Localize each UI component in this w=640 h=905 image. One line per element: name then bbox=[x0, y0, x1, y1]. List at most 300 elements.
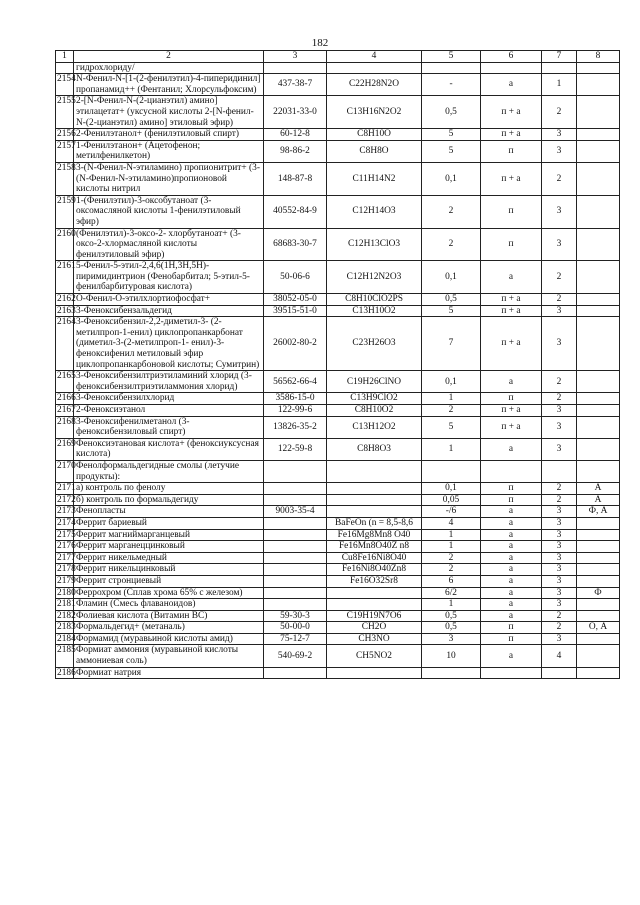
aggregate-state: п + а bbox=[481, 416, 542, 438]
chemical-formula: BaFeOn (n = 8,5-8,6 bbox=[327, 517, 422, 529]
table-row bbox=[56, 140, 620, 162]
cas-number bbox=[264, 529, 327, 541]
page-number: 182 bbox=[311, 37, 329, 49]
substance-name: Феррит стронциевый bbox=[74, 575, 264, 587]
row-number: 2176 bbox=[57, 541, 76, 552]
cas-number bbox=[264, 483, 327, 495]
special-notes bbox=[577, 317, 620, 371]
cas-number: 122-59-8 bbox=[264, 438, 327, 460]
hazard-class: 3 bbox=[542, 416, 577, 438]
chemical-formula: CH2O bbox=[327, 622, 422, 634]
aggregate-state: п + а bbox=[481, 305, 542, 317]
aggregate-state: п bbox=[481, 494, 542, 506]
limit-value: 7 bbox=[422, 317, 481, 371]
row-number: 2174 bbox=[57, 517, 76, 528]
chemical-formula: Fe16Mn8O40Z n8 bbox=[327, 541, 422, 553]
hazard-class: 4 bbox=[542, 645, 577, 667]
limit-value: 1 bbox=[422, 529, 481, 541]
cas-number: 122-99-6 bbox=[264, 405, 327, 417]
chemical-formula: C8H8O bbox=[327, 140, 422, 162]
hazard-class: 3 bbox=[542, 552, 577, 564]
limit-value: 0,5 bbox=[422, 622, 481, 634]
special-notes bbox=[577, 564, 620, 576]
row-number: 2166 bbox=[57, 393, 76, 404]
hazard-class: 3 bbox=[542, 140, 577, 162]
aggregate-state: а bbox=[481, 552, 542, 564]
row-number: 2155 bbox=[56, 96, 74, 129]
substance-name: N-Фенил-N-[1-(2-фенилэтил)-4-пиперидинил] пропанамид++ (Фентанил; Хлорсульфоксим) bbox=[74, 74, 264, 96]
aggregate-state: п + а bbox=[481, 294, 542, 306]
hazard-class bbox=[542, 460, 577, 482]
cas-number: 60-12-8 bbox=[264, 129, 327, 141]
table-row bbox=[56, 162, 620, 195]
table-row bbox=[56, 483, 620, 495]
row-number: 2167 bbox=[57, 405, 76, 415]
substance-name: Феррит марганеццинковый bbox=[74, 541, 264, 553]
substance-name: 1-Фенилэтанон+ (Ацетофенон; метилфенилкетон) bbox=[74, 140, 264, 162]
chemical-formula: C19H26ClNO bbox=[327, 371, 422, 393]
chemical-formula: CH3NO bbox=[327, 633, 422, 645]
chemical-formula: CH5NO2 bbox=[327, 645, 422, 667]
column-header: 5 bbox=[422, 51, 481, 63]
cas-number: 540-69-2 bbox=[264, 645, 327, 667]
cas-number: 22031-33-0 bbox=[264, 96, 327, 129]
row-number: 2160 bbox=[56, 228, 74, 261]
row-number: 2157 bbox=[56, 140, 74, 162]
row-number: 2163 bbox=[57, 305, 76, 316]
cas-number: 437-38-7 bbox=[264, 74, 327, 96]
hazard-class: 3 bbox=[542, 564, 577, 576]
special-notes bbox=[577, 460, 620, 482]
cas-number bbox=[264, 552, 327, 564]
aggregate-state: п bbox=[481, 228, 542, 261]
hazard-class: 3 bbox=[542, 317, 577, 371]
substance-name: Фенопласты bbox=[74, 506, 264, 518]
substance-name: 3-Феноксифенилметанол (3-феноксибензиловый спирт) bbox=[74, 416, 264, 438]
chemical-formula: C8H10O bbox=[327, 129, 422, 141]
special-notes bbox=[577, 140, 620, 162]
special-notes bbox=[577, 195, 620, 228]
row-number bbox=[56, 62, 74, 74]
table-row bbox=[56, 506, 620, 518]
special-notes bbox=[577, 552, 620, 564]
hazard-class: 3 bbox=[542, 405, 577, 417]
hazard-class: 2 bbox=[542, 371, 577, 393]
special-notes bbox=[577, 438, 620, 460]
column-header: 7 bbox=[542, 51, 577, 63]
column-header: 4 bbox=[327, 51, 422, 63]
hazard-class: 2 bbox=[542, 294, 577, 306]
limit-value: 4 bbox=[422, 517, 481, 529]
row-number: 2168 bbox=[56, 416, 74, 438]
substance-name: Феррохром (Сплав хрома 65% с железом) bbox=[74, 587, 264, 599]
hazard-class: 3 bbox=[542, 587, 577, 599]
row-number: 2159 bbox=[56, 195, 74, 228]
limit-value: 10 bbox=[422, 645, 481, 667]
special-notes bbox=[577, 371, 620, 393]
table-row bbox=[56, 564, 620, 576]
cas-number bbox=[264, 667, 327, 679]
special-notes bbox=[577, 96, 620, 129]
table-row bbox=[56, 195, 620, 228]
chemical-formula: C8H10ClO2PS bbox=[327, 294, 422, 306]
hazard-class: 2 bbox=[542, 96, 577, 129]
row-number: 2164 bbox=[56, 317, 74, 371]
special-notes bbox=[577, 305, 620, 317]
aggregate-state: п bbox=[481, 195, 542, 228]
table-row bbox=[56, 610, 620, 622]
aggregate-state bbox=[481, 62, 542, 74]
special-notes bbox=[577, 393, 620, 405]
cas-number bbox=[264, 494, 327, 506]
substance-name: Феноксиэтановая кислота+ (феноксиуксусная кислота) bbox=[74, 438, 264, 460]
table-row bbox=[56, 494, 620, 506]
substance-name: (Фенилэтил)-3-оксо-2- хлорбутаноат+ (3-оксо-2-хлормасляной кислоты фенилэтиловый эфир) bbox=[74, 228, 264, 261]
substance-name: О-Фенил-О-этилхлортиофосфат+ bbox=[74, 294, 264, 306]
table-row bbox=[56, 541, 620, 553]
table-row bbox=[56, 129, 620, 141]
limit-value bbox=[422, 460, 481, 482]
table-row bbox=[56, 305, 620, 317]
chemical-formula: C13H16N2O2 bbox=[327, 96, 422, 129]
chemical-formula: C13H12O2 bbox=[327, 416, 422, 438]
aggregate-state: а bbox=[481, 599, 542, 611]
limit-value: 0,5 bbox=[422, 610, 481, 622]
limit-value: 2 bbox=[422, 564, 481, 576]
hazard-class: 3 bbox=[542, 195, 577, 228]
special-notes bbox=[577, 633, 620, 645]
cas-number bbox=[264, 517, 327, 529]
limit-value: 5 bbox=[422, 140, 481, 162]
special-notes bbox=[577, 599, 620, 611]
cas-number: 39515-51-0 bbox=[264, 305, 327, 317]
chemical-formula bbox=[327, 587, 422, 599]
chemical-formula: C8H8O3 bbox=[327, 438, 422, 460]
limit-value: 0,5 bbox=[422, 96, 481, 129]
special-notes bbox=[577, 228, 620, 261]
cas-number: 13826-35-2 bbox=[264, 416, 327, 438]
cas-number bbox=[264, 564, 327, 576]
column-header: 1 bbox=[56, 51, 74, 63]
table-row bbox=[56, 371, 620, 393]
special-notes bbox=[577, 294, 620, 306]
aggregate-state: а bbox=[481, 74, 542, 96]
substance-name: Феррит никельцинковый bbox=[74, 564, 264, 576]
table-row bbox=[56, 517, 620, 529]
limit-value: 3 bbox=[422, 633, 481, 645]
substance-name: 2-Фенилэтанол+ (фенилэтиловый спирт) bbox=[74, 129, 264, 141]
cas-number: 75-12-7 bbox=[264, 633, 327, 645]
table-body bbox=[56, 62, 620, 679]
substance-name: 1-(Фенилэтил)-3-оксобутаноат (3-оксомасляной кислоты 1-фенилэтиловый эфир) bbox=[74, 195, 264, 228]
column-header: 8 bbox=[577, 51, 620, 63]
row-number: 2173 bbox=[57, 506, 76, 517]
chemical-formula bbox=[327, 599, 422, 611]
limit-value: 5 bbox=[422, 129, 481, 141]
limit-value: 6 bbox=[422, 575, 481, 587]
aggregate-state: а bbox=[481, 575, 542, 587]
chemical-formula: Fe16Mg8Mn8 O40 bbox=[327, 529, 422, 541]
substance-name: 2-Феноксиэтанол bbox=[74, 405, 264, 417]
substance-name: 3-Феноксибензилтриэтиламиний хлорид (3-феноксибензилтриэтиламмония хлорид) bbox=[74, 371, 264, 393]
row-number: 2165 bbox=[56, 371, 74, 393]
limit-value: 6/2 bbox=[422, 587, 481, 599]
hazard-class: 3 bbox=[542, 506, 577, 518]
table-row bbox=[56, 575, 620, 587]
substance-name: Формиат натрия bbox=[74, 667, 264, 679]
hazard-class: 3 bbox=[542, 305, 577, 317]
substance-name: Фолиевая кислота (Витамин ВС) bbox=[74, 610, 264, 622]
aggregate-state: п + а bbox=[481, 317, 542, 371]
hazard-class: 2 bbox=[542, 610, 577, 622]
limit-value: 2 bbox=[422, 552, 481, 564]
table-row bbox=[56, 587, 620, 599]
row-number: 2171 bbox=[57, 483, 76, 494]
chemical-formula bbox=[327, 494, 422, 506]
cas-number: 50-00-0 bbox=[264, 622, 327, 634]
cas-number bbox=[264, 541, 327, 553]
row-number: 2170 bbox=[56, 460, 74, 482]
row-number: 2156 bbox=[57, 129, 76, 140]
limit-value: 0,1 bbox=[422, 261, 481, 294]
limit-value: 5 bbox=[422, 416, 481, 438]
substance-name: б) контроль по формальдегиду bbox=[74, 494, 264, 506]
substance-name: 2-[N-Фенил-N-(2-цианэтил) амино] этилацетат+ (уксусной кислоты 2-[N-фенил- N-(2-цианэтил) амино] этиловый эфир) bbox=[74, 96, 264, 129]
chemical-formula: C8H10O2 bbox=[327, 405, 422, 417]
limit-value bbox=[422, 667, 481, 679]
cas-number bbox=[264, 575, 327, 587]
hazard-class: 3 bbox=[542, 517, 577, 529]
table-row bbox=[56, 645, 620, 667]
hazard-class bbox=[542, 62, 577, 74]
row-number: 2181 bbox=[57, 599, 76, 610]
chemical-formula: Fe16Ni8O40Zn8 bbox=[327, 564, 422, 576]
row-number: 2175 bbox=[57, 529, 76, 540]
row-number: 2162 bbox=[57, 294, 76, 305]
column-header: 3 bbox=[264, 51, 327, 63]
table-row bbox=[56, 460, 620, 482]
aggregate-state: п + а bbox=[481, 96, 542, 129]
hazard-class bbox=[542, 667, 577, 679]
special-notes bbox=[577, 261, 620, 294]
aggregate-state: а bbox=[481, 541, 542, 553]
substance-name: Формиат аммония (муравьиной кислоты аммониевая соль) bbox=[74, 645, 264, 667]
chemical-formula: C22H28N2O bbox=[327, 74, 422, 96]
chemical-formula: C12H14O3 bbox=[327, 195, 422, 228]
row-number: 2185 bbox=[56, 645, 74, 667]
cas-number: 59-30-3 bbox=[264, 610, 327, 622]
special-notes bbox=[577, 62, 620, 74]
aggregate-state: п bbox=[481, 393, 542, 405]
substance-name: Феррит никельмедный bbox=[74, 552, 264, 564]
substance-name: гидрохлориду/ bbox=[74, 62, 264, 74]
limit-value: 1 bbox=[422, 393, 481, 405]
special-notes bbox=[577, 517, 620, 529]
hazard-class: 3 bbox=[542, 129, 577, 141]
substance-name: Феррит бариевый bbox=[74, 517, 264, 529]
hazard-class: 2 bbox=[542, 494, 577, 506]
aggregate-state: п bbox=[481, 633, 542, 645]
aggregate-state: а bbox=[481, 529, 542, 541]
substance-name: а) контроль по фенолу bbox=[74, 483, 264, 495]
aggregate-state: п bbox=[481, 622, 542, 634]
row-number: 2158 bbox=[56, 162, 74, 195]
substance-name: 3-Феноксибензальдегид bbox=[74, 305, 264, 317]
limit-value: - bbox=[422, 74, 481, 96]
special-notes bbox=[577, 541, 620, 553]
aggregate-state: а bbox=[481, 371, 542, 393]
row-number: 2183 bbox=[57, 622, 76, 633]
special-notes bbox=[577, 645, 620, 667]
substance-name: Формамид (муравьиной кислоты амид) bbox=[74, 633, 264, 645]
row-number: 2186 bbox=[57, 667, 76, 678]
chemical-formula bbox=[327, 62, 422, 74]
aggregate-state: п + а bbox=[481, 162, 542, 195]
cas-number: 148-87-8 bbox=[264, 162, 327, 195]
aggregate-state bbox=[481, 460, 542, 482]
hazard-class: 2 bbox=[542, 162, 577, 195]
row-number: 2184 bbox=[57, 633, 76, 644]
special-notes bbox=[577, 129, 620, 141]
table-row bbox=[56, 405, 620, 417]
hazard-class: 3 bbox=[542, 438, 577, 460]
chemical-formula: Cu8Fe16Ni8O40 bbox=[327, 552, 422, 564]
special-notes bbox=[577, 416, 620, 438]
chemical-formula bbox=[327, 460, 422, 482]
aggregate-state: а bbox=[481, 564, 542, 576]
special-notes bbox=[577, 610, 620, 622]
table-row bbox=[56, 96, 620, 129]
limit-value: 1 bbox=[422, 599, 481, 611]
limit-value: 0,05 bbox=[422, 494, 481, 506]
row-number: 2180 bbox=[57, 587, 76, 598]
row-number: 2179 bbox=[57, 575, 76, 586]
hazard-class: 3 bbox=[542, 228, 577, 261]
substance-name: Феррит магниймарганцевый bbox=[74, 529, 264, 541]
row-number: 2182 bbox=[57, 610, 76, 621]
limit-value: 5 bbox=[422, 305, 481, 317]
hazard-class: 2 bbox=[542, 261, 577, 294]
table-row bbox=[56, 416, 620, 438]
cas-number: 98-86-2 bbox=[264, 140, 327, 162]
limit-value: 0,1 bbox=[422, 371, 481, 393]
chemical-formula bbox=[327, 483, 422, 495]
special-notes bbox=[577, 162, 620, 195]
chemical-formula: C13H10O2 bbox=[327, 305, 422, 317]
row-number: 2161 bbox=[56, 261, 74, 294]
aggregate-state: п + а bbox=[481, 405, 542, 417]
limit-value bbox=[422, 62, 481, 74]
row-number: 2177 bbox=[57, 552, 76, 563]
hazard-class: 3 bbox=[542, 633, 577, 645]
table-row bbox=[56, 393, 620, 405]
aggregate-state: а bbox=[481, 438, 542, 460]
chemical-formula bbox=[327, 506, 422, 518]
limit-value: 0,1 bbox=[422, 483, 481, 495]
chemical-formula: C12H13ClO3 bbox=[327, 228, 422, 261]
chemical-formula: C12H12N2O3 bbox=[327, 261, 422, 294]
hazard-class: 3 bbox=[542, 529, 577, 541]
special-notes: О, А bbox=[577, 622, 620, 634]
cas-number: 50-06-6 bbox=[264, 261, 327, 294]
table-row bbox=[56, 62, 620, 74]
table-row bbox=[56, 599, 620, 611]
cas-number: 56562-66-4 bbox=[264, 371, 327, 393]
substance-name: 3-Феноксибензил-2,2-диметил-3- (2-метилпроп-1-енил) циклопропанкарбонат (диметил-3-(2-метилпроп-1- енил)-3-феноксифенил метиловый эфир циклопропанкарбоновой кислоты; Сумитрин) bbox=[74, 317, 264, 371]
aggregate-state: п + а bbox=[481, 129, 542, 141]
header-row bbox=[56, 51, 620, 63]
chemical-formula: C23H26O3 bbox=[327, 317, 422, 371]
cas-number bbox=[264, 587, 327, 599]
aggregate-state: а bbox=[481, 261, 542, 294]
limit-value: 1 bbox=[422, 541, 481, 553]
column-header: 2 bbox=[74, 51, 264, 63]
aggregate-state bbox=[481, 667, 542, 679]
row-number: 2172 bbox=[57, 494, 76, 505]
hazard-class: 2 bbox=[542, 393, 577, 405]
hazard-class: 3 bbox=[542, 541, 577, 553]
substance-name: Фенолформальдегидные смолы (летучие продукты): bbox=[74, 460, 264, 482]
limit-value: -/6 bbox=[422, 506, 481, 518]
table-row bbox=[56, 294, 620, 306]
table-row bbox=[56, 622, 620, 634]
limit-value: 0,1 bbox=[422, 162, 481, 195]
aggregate-state: а bbox=[481, 610, 542, 622]
special-notes: А bbox=[577, 494, 620, 506]
substance-name: 3-Феноксибензилхлорид bbox=[74, 393, 264, 405]
table-row bbox=[56, 228, 620, 261]
cas-number: 9003-35-4 bbox=[264, 506, 327, 518]
hazard-class: 1 bbox=[542, 74, 577, 96]
substance-table bbox=[55, 50, 620, 679]
chemical-formula: C11H14N2 bbox=[327, 162, 422, 195]
aggregate-state: а bbox=[481, 587, 542, 599]
limit-value: 1 bbox=[422, 438, 481, 460]
chemical-formula bbox=[327, 667, 422, 679]
hazard-class: 3 bbox=[542, 599, 577, 611]
cas-number: 26002-80-2 bbox=[264, 317, 327, 371]
special-notes bbox=[577, 405, 620, 417]
table-row bbox=[56, 529, 620, 541]
limit-value: 0,5 bbox=[422, 294, 481, 306]
hazard-class: 2 bbox=[542, 622, 577, 634]
row-number: 2169 bbox=[56, 438, 74, 460]
column-header: 6 bbox=[481, 51, 542, 63]
chemical-formula: C19H19N7O6 bbox=[327, 610, 422, 622]
table-row bbox=[56, 552, 620, 564]
table-row bbox=[56, 317, 620, 371]
special-notes bbox=[577, 529, 620, 541]
aggregate-state: п bbox=[481, 483, 542, 495]
table-row bbox=[56, 438, 620, 460]
limit-value: 2 bbox=[422, 405, 481, 417]
aggregate-state: а bbox=[481, 517, 542, 529]
aggregate-state: а bbox=[481, 506, 542, 518]
hazard-class: 2 bbox=[542, 483, 577, 495]
substance-name: Фламин (Смесь флаваноидов) bbox=[74, 599, 264, 611]
chemical-formula: C13H9ClO2 bbox=[327, 393, 422, 405]
cas-number: 3586-15-0 bbox=[264, 393, 327, 405]
limit-value: 2 bbox=[422, 195, 481, 228]
table-row bbox=[56, 667, 620, 679]
cas-number bbox=[264, 460, 327, 482]
chemical-formula: Fe16O32Sr8 bbox=[327, 575, 422, 587]
cas-number: 68683-30-7 bbox=[264, 228, 327, 261]
special-notes: А bbox=[577, 483, 620, 495]
substance-name: 5-Фенил-5-этил-2,4,6(1Н,3Н,5Н)-пиримидинтрион (Фенобарбитал; 5-этил-5-фенилбарбитуровая кислота) bbox=[74, 261, 264, 294]
table-row bbox=[56, 633, 620, 645]
row-number: 2178 bbox=[57, 564, 76, 575]
